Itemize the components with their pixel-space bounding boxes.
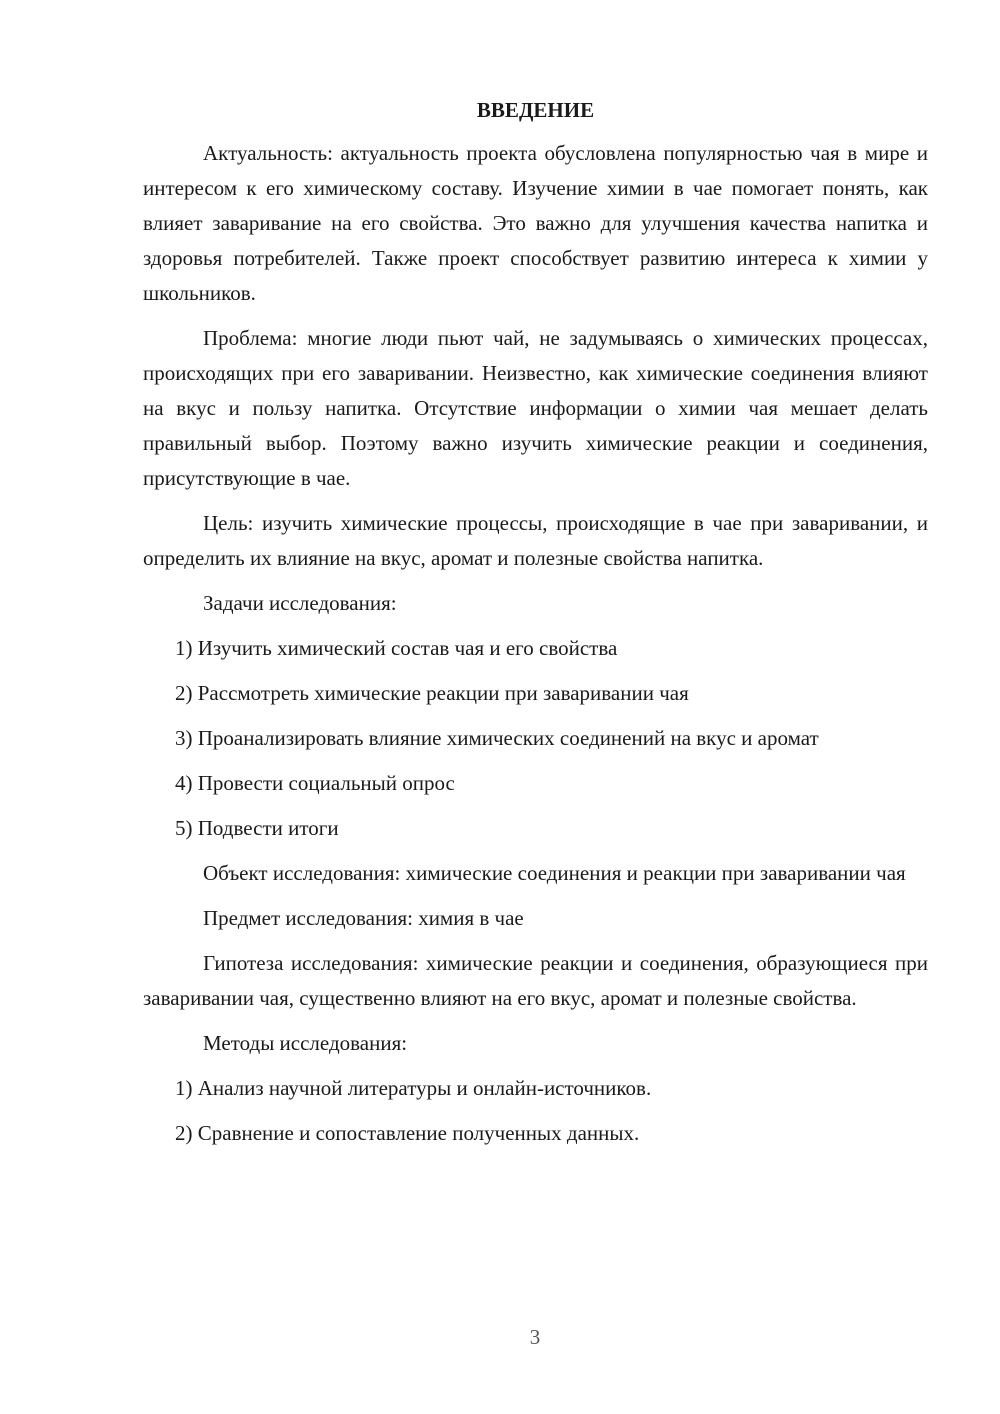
problem-paragraph: Проблема: многие люди пьют чай, не задумываясь о химических процессах, происходящих при его заваривании. Неизвестно, как химические соединения влияют на вкус и пользу напитка. Отсутствие информации о химии чая мешает делать правильный выбор. Поэтому важно изучить химические реакции и соединения, присутствующие в чае. <box>143 326 928 490</box>
task-item-2: 2) Рассмотреть химические реакции при заваривании чая <box>175 681 689 705</box>
task-item-1: 1) Изучить химический состав чая и его свойства <box>175 636 618 660</box>
document-page <box>143 92 928 1161</box>
page-number: 3 <box>529 1325 541 1349</box>
task-item-3: 3) Проанализировать влияние химических соединений на вкус и аромат <box>175 726 819 750</box>
method-item-2: 2) Сравнение и сопоставление полученных данных. <box>175 1121 640 1145</box>
hypothesis-paragraph: Гипотеза исследования: химические реакции и соединения, образующиеся при заваривании чая, существенно влияют на его вкус, аромат и полезные свойства. <box>143 951 928 1010</box>
object-paragraph: Объект исследования: химические соединения и реакции при заваривании чая <box>203 861 906 885</box>
task-item-4: 4) Провести социальный опрос <box>175 771 455 795</box>
tasks-heading: Задачи исследования: <box>203 591 397 615</box>
subject-paragraph: Предмет исследования: химия в чае <box>203 906 524 930</box>
relevance-paragraph: Актуальность: актуальность проекта обусловлена популярностью чая в мире и интересом к его химическому составу. Изучение химии в чае помогает понять, как влияет заваривание на его свойства. Это важно для улучшения качества напитка и здоровья потребителей. Также проект способствует развитию интереса к химии у школьников. <box>143 141 928 305</box>
methods-heading: Методы исследования: <box>203 1031 408 1055</box>
section-title: ВВЕДЕНИЕ <box>476 98 595 122</box>
method-item-1: 1) Анализ научной литературы и онлайн-источников. <box>175 1076 652 1100</box>
goal-paragraph: Цель: изучить химические процессы, происходящие в чае при заваривании, и определить их влияние на вкус, аромат и полезные свойства напитка. <box>143 511 928 570</box>
task-item-5: 5) Подвести итоги <box>175 816 339 840</box>
